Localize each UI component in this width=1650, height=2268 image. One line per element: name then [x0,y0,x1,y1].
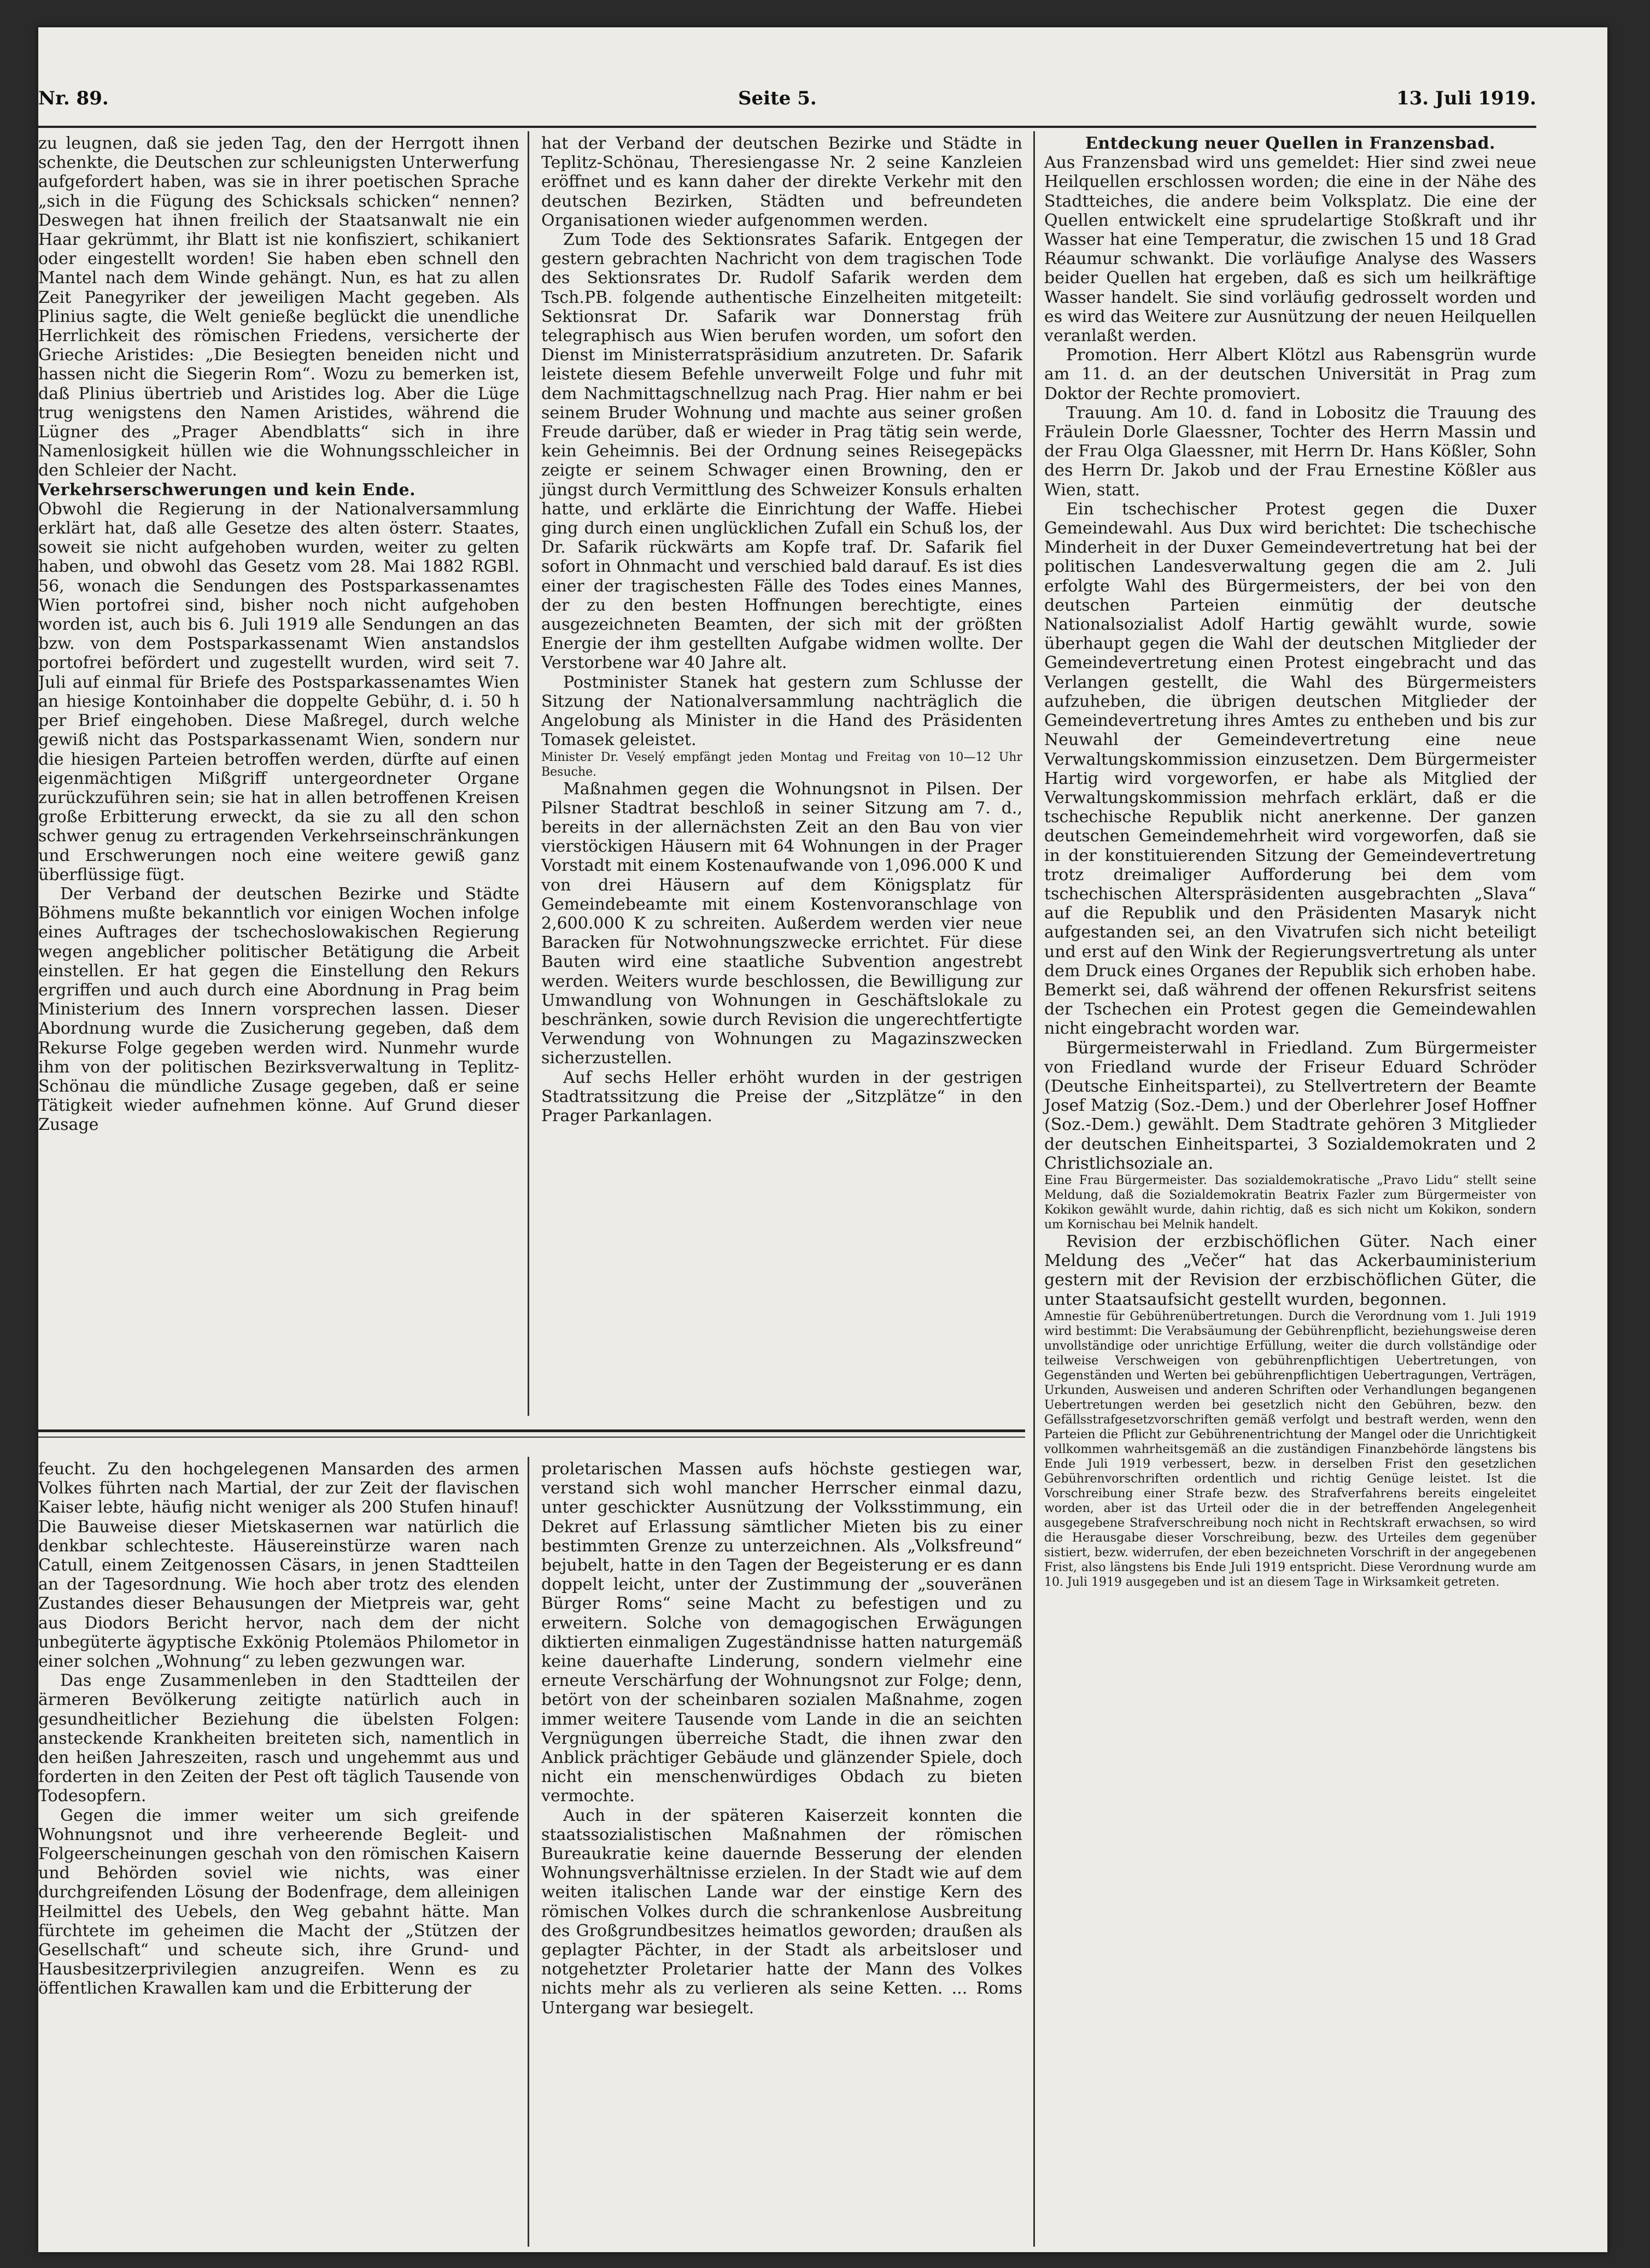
article-paragraph: Revision der erzbischöflichen Güter. Nach einer Meldung des „Večer“ hat das Ackerbauministerium gestern mit der Revision der erzbischöflichen Güter, die unter Staatsaufsicht gestellt wurden, begonnen. [1044,1232,1536,1309]
article-paragraph: Trauung. Am 10. d. fand in Lobositz die Trauung des Fräulein Dorle Glaessner, Tochter des Herrn Massin und der Frau Olga Glaessner, mit Herrn Dr. Hans Kößler, Sohn des Herrn Dr. Jakob und der Frau Ernestine Kößler aus Wien, statt. [1044,403,1536,500]
page-header [38,66,1536,109]
article-column-2 [541,134,1022,1410]
article-paragraph: Promotion. Herr Albert Klötzl aus Rabensgrün wurde am 11. d. an der deutschen Universität in Prag zum Doktor der Rechte promoviert. [1044,345,1536,403]
article-paragraph: Bürgermeisterwahl in Friedland. Zum Bürgermeister von Friedland wurde der Friseur Eduard Schröder (Deutsche Einheitspartei), zu Stellvertretern der Beamte Josef Matzig (Soz.-Dem.) und der Oberlehrer Josef Hoffner (Soz.-Dem.) gewählt. Dem Stadtrate gehören 3 Mitglieder der deutschen Einheitspartei, 3 Sozialdemokraten und 2 Christlichsoziale an. [1044,1038,1536,1173]
feuilleton-column-2 [541,1460,1022,2241]
feuilleton-rule [38,1437,1025,1438]
article-paragraph: zu leugnen, daß sie jeden Tag, den der Herrgott ihnen schenkte, die Deutschen zur schleunigsten Unterwerfung aufgefordert haben, was sie in ihrer poetischen Sprache „sich in die Fügung des Schicksals schicken“ nennen? Deswegen hat ihnen freilich der Staatsanwalt nie ein Haar gekrümmt, ihr Blatt ist nie konfisziert, schikaniert oder eingestellt worden! Sie haben eben schnell den Mantel nach dem Winde gehängt. Nun, es hat zu allen Zeit Panegyriker der jeweiligen Macht gegeben. Als Plinius sagte, die Welt genieße beglückt die unendliche Herrlichkeit des römischen Friedens, versicherte der Grieche Aristides: „Die Besiegten beneiden nicht und hassen nicht die Siegerin Rom“. Wozu zu bemerken ist, daß Plinius übertrieb und Aristides log. Aber die Lüge trug wenigstens den Namen Aristides, während die Lügner des „Prager Abendblatts“ sich in ihre Namenlosigkeit hüllen wie die Wohnungsschleicher in den Schleier der Nacht. [38,134,519,480]
article-paragraph: hat der Verband der deutschen Bezirke und Städte in Teplitz-Schönau, Theresiengasse Nr. 2 seine Kanzleien eröffnet und es kann daher der direkte Verkehr mit den deutschen Bezirken, Städten und befreundeten Organisationen wieder aufgenommen werden. [541,134,1022,230]
article-headline: Verkehrserschwerungen und kein Ende. [38,480,416,500]
article-paragraph: Maßnahmen gegen die Wohnungsnot in Pilsen. Der Pilsner Stadtrat beschloß in seiner Sitzung am 7. d., bereits in der allernächsten Zeit an den Bau von vier vierstöckigen Häusern mit 64 Wohnungen in der Prager Vorstadt mit einem Kostenaufwande von 1,096.000 K und von drei Häusern auf dem Königsplatz für Gemeindebeamte mit einem Kostenvoranschlage von 2,600.000 K zu schreiten. Außerdem werden vier neue Baracken für Notwohnungszwecke errichtet. Für diese Bauten wird eine staatliche Subvention angestrebt werden. Weiters wurde beschlossen, die Bewilligung zur Umwandlung von Wohnungen in Geschäftslokale zu beschränken, sowie durch Revision die ungerechtfertigte Verwendung von Wohnungen zu Magazinszwecken sicherzustellen. [541,779,1022,1068]
column-rule [1033,131,1035,2247]
article-headline: Entdeckung neuer Quellen in Franzensbad. [1085,134,1496,153]
feuilleton-rule [38,1429,1025,1432]
article-paragraph: Amnestie für Gebührenübertretungen. Durch die Verordnung vom 1. Juli 1919 wird bestimmt: Die Verabsäumung der Gebührenpflicht, beziehungsweise deren unvollständige oder unrichtige Erfüllung, weiter die durch vollständige oder teilweise Verschweigen von gebührenpflichtigen Uebertretungen, von Gegenständen und Werten bei gebührenpflichtigen Uebertragungen, Verträgen, Urkunden, Ausweisen und anderen Schriften oder Verhandlungen begangenen Uebertretungen werden bei gesetzlich nicht den Gebühren, bezw. den Gefällsstrafgesetzvorschriften gemäß verfolgt und bestraft werden, wenn den Parteien die Pflicht zur Gebührenentrichtung der Mangel oder die Unrichtigkeit vollkommen wahrheitsgemäß an die zuständigen Finanzbehörde längstens bis Ende Juli 1919 verbessert, bezw. in derselben Frist den gesetzlichen Gebührenvorschriften ordentlich und richtig Genüge leistet. Ist die Vorschreibung einer Strafe bezw. des Strafverfahrens bereits eingeleitet worden, aber ist das Urteil oder die in der betreffenden Angelegenheit ausgegebene Strafverschreibung noch nicht in Rechtskraft erwachsen, so wird die Herausgabe dieser Vorschreibung, bezw. des Urteiles dem gegenüber sistiert, bezw. widerrufen, der eben bezeichneten Vorschrift in der angegebenen Frist, also längstens bis Ende Juli 1919 entspricht. Diese Verordnung wurde am 10. Juli 1919 ausgegeben und ist an diesem Tage in Wirksamkeit getreten. [1044,1309,1536,1589]
article-column-1 [38,134,519,1410]
article-paragraph: Gegen die immer weiter um sich greifende Wohnungsnot und ihre verheerende Begleit- und Folgeerscheinungen geschah von den römischen Kaisern und Behörden soviel wie nichts, was einer durchgreifenden Lösung der Bodenfrage, dem alleinigen Heilmittel des Uebels, den Weg gebahnt hätte. Man fürchtete im geheimen die Macht der „Stützen der Gesellschaft“ und scheute sich, ihre Grund- und Hausbesitzerprivilegien anzugreifen. Wenn es zu öffentlichen Krawallen kam und die Erbitterung der [38,1806,519,1999]
article-paragraph: feucht. Zu den hochgelegenen Mansarden des armen Volkes führten nach Martial, der zur Zeit der flavischen Kaiser lebte, häufig nicht weniger als 200 Stufen hinauf! Die Bauweise dieser Mietskasernen war natürlich die denkbar schlechteste. Häusereinstürze waren nach Catull, einem Zeitgenossen Cäsars, in jenen Stadtteilen an der Tagesordnung. Wie hoch aber trotz des elenden Zustandes dieser Behausungen der Mietpreis war, geht aus Diodors Bericht hervor, nach dem der nicht unbegüterte ägyptische Exkönig Ptolemäos Philometor in einer solchen „Wohnung“ zu leben gezwungen war. [38,1460,519,1672]
issue-date: 13. Juli 1919. [1396,87,1536,109]
article-paragraph: Minister Dr. Veselý empfängt jeden Montag und Freitag von 10—12 Uhr Besuche. [541,750,1022,779]
feuilleton-column-1 [38,1460,519,2241]
article-paragraph: Aus Franzensbad wird uns gemeldet: Hier sind zwei neue Heilquellen erschlossen worden; die eine in der Nähe des Stadtteiches, die andere beim Volksplatz. Die eine der Quellen entwickelt eine sprudelartige Stoßkraft und ihr Wasser hat eine Temperatur, die zwischen 15 und 18 Grad Réaumur schwankt. Die vorläufige Analyse des Wassers beider Quellen hat ergeben, daß es sich um heilkräftige Wasser handelt. Sie sind vorläufig gedrosselt worden und es wird das Weitere zur Ausnützung der neuen Heilquellen veranlaßt werden. [1044,153,1536,346]
column-rule [528,131,529,1416]
article-paragraph: Der Verband der deutschen Bezirke und Städte Böhmens mußte bekanntlich vor einigen Wochen infolge eines Auftrages der tschechoslowakischen Regierung wegen angeblicher politischer Betätigung die Arbeit einstellen. Er hat gegen die Einstellung den Rekurs ergriffen und auch durch eine Abordnung in Prag beim Ministerium des Innern vorsprechen lassen. Dieser Abordnung wurde die Zusicherung gegeben, daß dem Rekurse Folge gegeben werden wird. Nunmehr wurde ihm von der politischen Bezirksverwaltung in Teplitz-Schönau die mündliche Zusage gegeben, daß er seine Tätigkeit wieder aufnehmen könne. Auf Grund dieser Zusage [38,884,519,1135]
page-number: Seite 5. [738,87,817,109]
article-paragraph: Auch in der späteren Kaiserzeit konnten die staatssozialistischen Maßnahmen der römischen Bureaukratie keine dauernde Besserung der elenden Wohnungsverhältnisse erzielen. In der Stadt wie auf dem weiten italischen Lande war der einstige Kern des römischen Volkes durch die schrankenlose Ausbreitung des Großgrundbesitzes heimatlos geworden; draußen als geplagter Pächter, in der Stadt als arbeitsloser und notgehetzter Proletarier hatte der Mann des Volkes nichts mehr als zu verlieren als seine Ketten. ... Roms Untergang war besiegelt. [541,1806,1022,2018]
issue-number: Nr. 89. [38,87,109,109]
column-rule [528,1457,529,2247]
article-paragraph: Auf sechs Heller erhöht wurden in der gestrigen Stadtratssitzung die Preise der „Sitzplätze“ in den Prager Parkanlagen. [541,1068,1022,1126]
article-paragraph: Ein tschechischer Protest gegen die Duxer Gemeindewahl. Aus Dux wird berichtet: Die tschechische Minderheit in der Duxer Gemeindevertretung hat bei der politischen Landesverwaltung gegen die am 2. Juli erfolgte Wahl des Bürgermeisters, der bei von den deutschen Parteien einmütig der deutsche Nationalsozialist Adolf Hartig gewählt wurde, sowie überhaupt gegen die Wahl der deutschen Mitglieder der Gemeindevertretung einen Protest eingebracht und das Verlangen gestellt, die Wahl des Bürgermeisters aufzuheben, die übrigen deutschen Mitglieder der Gemeindevertretung ihres Amtes zu entheben und bis zur Neuwahl der Gemeindevertretung eine neue Verwaltungskommission einzusetzen. Dem Bürgermeister Hartig wird vorgeworfen, er habe als Mitglied der Verwaltungskommission mehrfach erklärt, daß er die tschechische Republik nicht anerkenne. Der ganzen deutschen Gemeindemehrheit wird vorgeworfen, daß sie in der konstituierenden Sitzung der Gemeindevertretung trotz dreimaliger Aufforderung bei dem vom tschechischen Alterspräsidenten ausgebrachten „Slava“ auf die Republik und den Präsidenten Masaryk nicht aufgestanden sei, an den Vivatrufen sich nicht beteiligt und erst auf den Wink der Regierungsvertretung als unter dem Druck eines Organes der Republik sich erhoben habe. Bemerkt sei, daß während der offenen Rekursfrist seitens der Tschechen ein Protest gegen die Gemeindewahlen nicht eingebracht worden war. [1044,499,1537,1039]
article-column-3 [1044,134,1537,1589]
article-paragraph: Postminister Stanek hat gestern zum Schlusse der Sitzung der Nationalversammlung nachträglich die Angelobung als Minister in die Hand des Präsidenten Tomasek geleistet. [541,672,1022,750]
header-rule [38,126,1536,128]
article-paragraph: Zum Tode des Sektionsrates Safarik. Entgegen der gestern gebrachten Nachricht von dem tragischen Tode des Sektionsrates Dr. Rudolf Safarik werden dem Tsch.PB. folgende authentische Einzelheiten mitgeteilt: Sektionsrat Dr. Safarik war Donnerstag früh telegraphisch aus Wien berufen worden, um sofort den Dienst im Ministerratspräsidium anzutreten. Dr. Safarik leistete diesem Befehle unverweilt Folge und fuhr mit dem Nachmittagschnellzug nach Prag. Hier nahm er bei seinem Bruder Wohnung und machte aus seiner großen Freude darüber, daß er wieder in Prag tätig sein werde, kein Geheimnis. Bei der Ordnung seines Reisegepäcks zeigte er seinem Schwager einen Browning, den er jüngst durch Vermittlung des Schweizer Konsuls erhalten hatte, und erklärte die Einrichtung der Waffe. Hiebei ging durch einen unglücklichen Zufall ein Schuß los, der Dr. Safarik rückwärts am Kopfe traf. Dr. Safarik fiel sofort in Ohnmacht und verschied bald darauf. Es ist dies einer der tragischesten Fälle des Todes eines Mannes, der zu den besten Hoffnungen berechtigte, eines ausgezeichneten Beamten, der sich mit der größten Energie der ihm gestellten Aufgabe widmen wollte. Der Verstorbene war 40 Jahre alt. [541,230,1022,673]
article-paragraph: Obwohl die Regierung in der Nationalversammlung erklärt hat, daß alle Gesetze des alten österr. Staates, soweit sie nicht aufgehoben wurden, weiter zu gelten haben, und obwohl das Gesetz vom 28. Mai 1882 RGBl. 56, wonach die Sendungen des Postsparkassenamtes Wien portofrei sind, bisher noch nicht aufgehoben worden ist, auch bis 6. Juli 1919 alle Sendungen an das bzw. von dem Postsparkassenamt Wien anstandslos portofrei befördert und zugestellt wurden, wird seit 7. Juli auf einmal für Briefe des Postsparkassenamtes Wien an hiesige Kontoinhaber die doppelte Gebühr, d. i. 50 h per Brief eingehoben. Diese Maßregel, durch welche gewiß nicht das Postsparkassenamt Wien, sondern nur die hiesigen Parteien betroffen werden, dürfte auf einen eigenmächtigen Mißgriff untergeordneter Organe zurückzuführen sein; sie hat in allen betroffenen Kreisen große Erbitterung erweckt, da sie zu all den schon schwer genug zu ertragenden Verkehrseinschränkungen und Erschwerungen noch eine weitere gewiß ganz überflüssige fügt. [38,499,519,884]
article-paragraph: Eine Frau Bürgermeister. Das sozialdemokratische „Pravo Lidu“ stellt seine Meldung, daß die Sozialdemokratin Beatrix Fazler zum Bürgermeister von Kokikon gewählt wurde, dahin richtig, daß es sich nicht um Kokikon, sondern um Kornischau bei Melnik handelt. [1044,1173,1536,1232]
article-paragraph: Das enge Zusammenleben in den Stadtteilen der ärmeren Bevölkerung zeitigte natürlich auch in gesundheitlicher Beziehung die übelsten Folgen: ansteckende Krankheiten breiteten sich, namentlich in den heißen Jahreszeiten, rasch und ungehemmt aus und forderten in den Zeiten der Pest oft täglich Tausende von Todesopfern. [38,1671,519,1806]
article-paragraph: proletarischen Massen aufs höchste gestiegen war, verstand sich wohl mancher Herrscher einmal dazu, unter geschickter Ausnützung der Volksstimmung, ein Dekret auf Erlassung sämtlicher Mieten bis zu einer bestimmten Grenze zu unterzeichnen. Als „Volksfreund“ bejubelt, hatte in den Tagen der Begeisterung er es dann doppelt leicht, unter der Zustimmung der „souveränen Bürger Roms“ seine Macht zu befestigen und zu erweitern. Solche von demagogischen Erwägungen diktierten einmaligen Zugeständnisse hatten naturgemäß keine dauerhafte Linderung, sondern vielmehr eine erneute Verschärfung der Wohnungsnot zur Folge; denn, betört von der scheinbaren sozialen Maßnahme, zogen immer weitere Tausende vom Lande in die an seichten Vergnügungen überreiche Stadt, die ihnen zwar den Anblick prächtiger Gebäude und glänzender Spiele, doch nicht ein menschenwürdiges Obdach zu bieten vermochte. [541,1460,1022,1806]
